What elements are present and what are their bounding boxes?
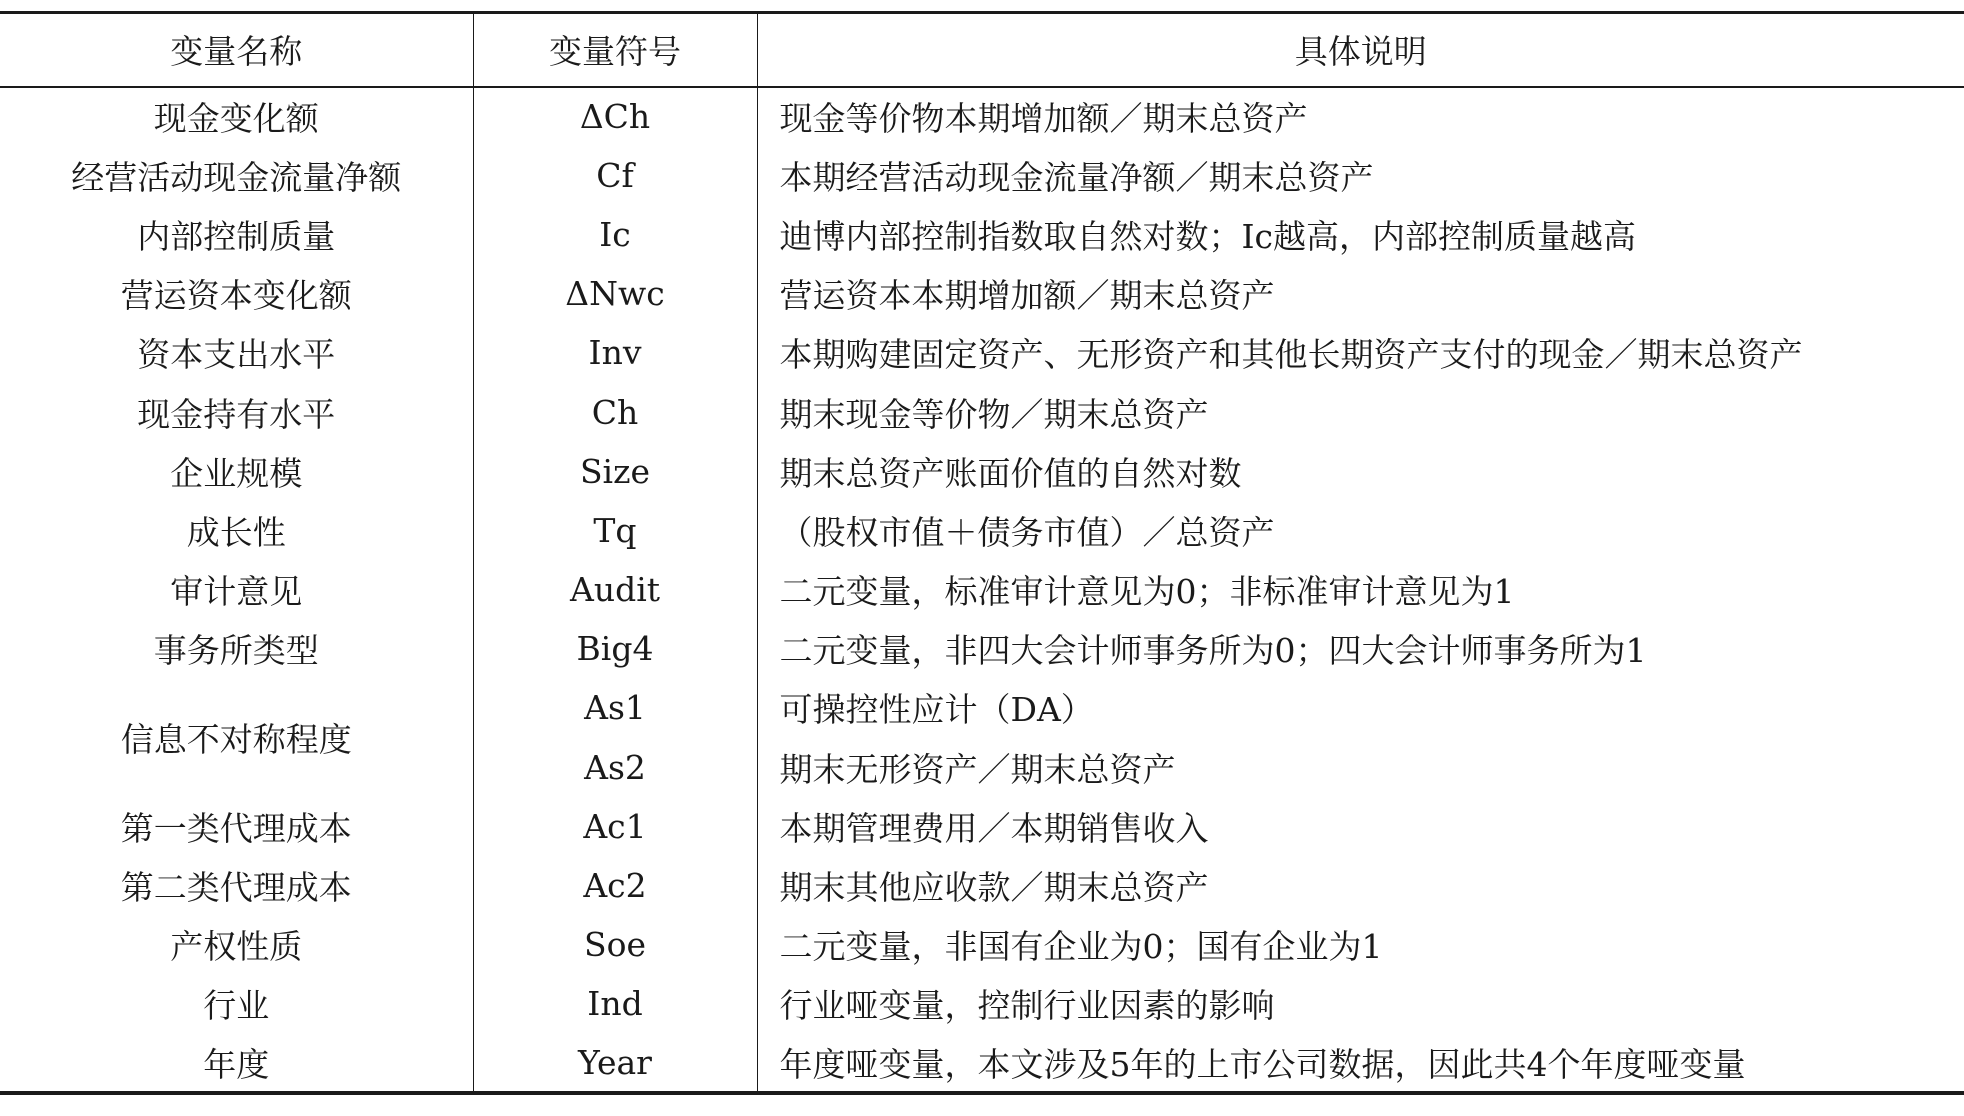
variable-name: 年度 bbox=[0, 1034, 473, 1093]
table-row bbox=[0, 856, 1964, 915]
table-row bbox=[0, 146, 1964, 205]
variable-name: 信息不对称程度 bbox=[0, 678, 473, 796]
variable-description: （股权市值＋债务市值）／总资产 bbox=[779, 512, 1275, 552]
variable-name: 现金持有水平 bbox=[0, 382, 473, 441]
table-row bbox=[0, 382, 1964, 441]
table-row bbox=[0, 1034, 1964, 1093]
variable-name: 资本支出水平 bbox=[0, 323, 473, 382]
header-row bbox=[0, 13, 1964, 87]
variable-description: 现金等价物本期增加额／期末总资产 bbox=[779, 99, 1308, 139]
variable-name: 第二类代理成本 bbox=[0, 856, 473, 915]
table-header bbox=[0, 13, 1964, 87]
variable-description: 营运资本本期增加额／期末总资产 bbox=[779, 276, 1275, 316]
variable-symbol: As2 bbox=[473, 738, 757, 797]
variable-symbol: Big4 bbox=[473, 619, 757, 678]
table-row bbox=[0, 974, 1964, 1033]
variable-description: 期末现金等价物／期末总资产 bbox=[779, 394, 1209, 434]
table-row bbox=[0, 678, 1964, 737]
variable-symbol: Ic bbox=[473, 205, 757, 264]
variable-description: 可操控性应计（DA） bbox=[779, 690, 1094, 730]
header-description: 具体说明 bbox=[757, 13, 1964, 87]
table-body bbox=[0, 87, 1964, 1093]
variable-symbol: Soe bbox=[473, 915, 757, 974]
variable-symbol: Tq bbox=[473, 501, 757, 560]
variable-symbol: As1 bbox=[473, 678, 757, 737]
variable-description: 本期购建固定资产、无形资产和其他长期资产支付的现金／期末总资产 bbox=[779, 335, 1803, 375]
variable-symbol: Ind bbox=[473, 974, 757, 1033]
variable-description: 二元变量，标准审计意见为0；非标准审计意见为1 bbox=[779, 572, 1515, 612]
table-row bbox=[0, 264, 1964, 323]
header-variable-symbol: 变量符号 bbox=[473, 13, 757, 87]
variable-name: 第一类代理成本 bbox=[0, 797, 473, 856]
variable-description: 期末总资产账面价值的自然对数 bbox=[779, 453, 1242, 493]
table-row bbox=[0, 501, 1964, 560]
variable-symbol: Ac2 bbox=[473, 856, 757, 915]
variable-name: 成长性 bbox=[0, 501, 473, 560]
variable-name: 事务所类型 bbox=[0, 619, 473, 678]
variable-name: 审计意见 bbox=[0, 560, 473, 619]
table-row bbox=[0, 560, 1964, 619]
variable-definition-table bbox=[0, 11, 1964, 1095]
variable-symbol: Ch bbox=[473, 382, 757, 441]
variable-name: 营运资本变化额 bbox=[0, 264, 473, 323]
variable-description: 期末无形资产／期末总资产 bbox=[779, 749, 1176, 789]
variable-description: 本期经营活动现金流量净额／期末总资产 bbox=[779, 157, 1374, 197]
variable-symbol: Cf bbox=[473, 146, 757, 205]
table-row bbox=[0, 205, 1964, 264]
variable-symbol: Year bbox=[473, 1034, 757, 1093]
table-row bbox=[0, 442, 1964, 501]
header-variable-name: 变量名称 bbox=[0, 13, 473, 87]
variable-description: 迪博内部控制指数取自然对数；Ic越高，内部控制质量越高 bbox=[779, 216, 1637, 256]
table-row bbox=[0, 915, 1964, 974]
variable-name: 经营活动现金流量净额 bbox=[0, 146, 473, 205]
table-row bbox=[0, 619, 1964, 678]
variable-description: 本期管理费用／本期销售收入 bbox=[779, 808, 1209, 848]
table bbox=[0, 11, 1964, 1095]
table-row bbox=[0, 797, 1964, 856]
variable-description: 二元变量，非四大会计师事务所为0；四大会计师事务所为1 bbox=[779, 631, 1647, 671]
variable-description: 期末其他应收款／期末总资产 bbox=[779, 868, 1209, 908]
table-row bbox=[0, 323, 1964, 382]
variable-name: 企业规模 bbox=[0, 442, 473, 501]
variable-symbol: Size bbox=[473, 442, 757, 501]
variable-description: 年度哑变量，本文涉及5年的上市公司数据，因此共4个年度哑变量 bbox=[757, 1034, 1964, 1093]
variable-symbol: ΔNwc bbox=[473, 264, 757, 323]
variable-name: 产权性质 bbox=[0, 915, 473, 974]
variable-name: 现金变化额 bbox=[0, 87, 473, 146]
variable-name: 内部控制质量 bbox=[0, 205, 473, 264]
variable-symbol: Inv bbox=[473, 323, 757, 382]
table-row bbox=[0, 87, 1964, 146]
variable-symbol: Ac1 bbox=[473, 797, 757, 856]
variable-name: 行业 bbox=[0, 974, 473, 1033]
variable-symbol: ΔCh bbox=[473, 87, 757, 146]
variable-description: 行业哑变量，控制行业因素的影响 bbox=[779, 986, 1275, 1026]
variable-symbol: Audit bbox=[473, 560, 757, 619]
variable-description: 二元变量，非国有企业为0；国有企业为1 bbox=[779, 927, 1383, 967]
